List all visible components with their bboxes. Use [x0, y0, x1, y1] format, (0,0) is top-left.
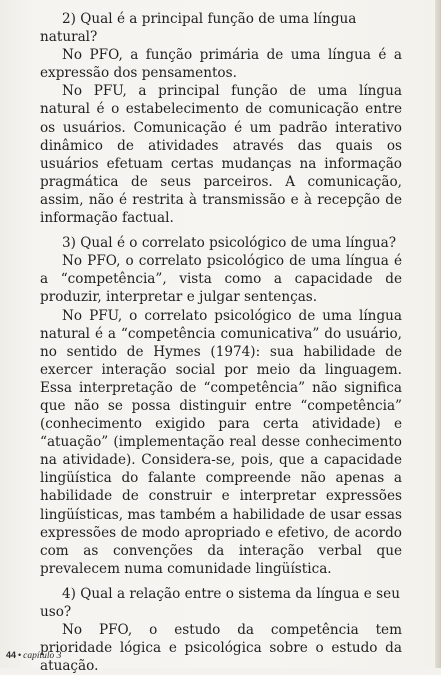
paragraph-pfo-function: No PFO, a função primária de uma língua é a expressão dos pensamentos. [40, 47, 402, 82]
paragraph-pfo-priority: No PFO, o estudo da competência tem prioridade lógica e psicológica sobre o estudo da atuação. [40, 622, 402, 675]
chapter-label: capítulo 3 [23, 651, 62, 661]
question-2: 2) Qual é a principal função de uma língua natural? [40, 11, 357, 46]
paragraph-pfo-competence: No PFO, o correlato psicológico de uma língua é a “competência”, vista como a capacidade de produzir, interpretar e julgar sentenças. [40, 253, 402, 306]
paragraph-pfu-competence: No PFU, o correlato psicológico de uma língua natural é a “competência comunicativa” do usuário, no sentido de Hymes (1974): sua habilidade de exercer interação social por meio da linguagem. Essa interpretação de “competência” não significa que não se possa distinguir entre “competência” (conhecimento exigido para certa atividade) e “atuação” (implementação real desse conhecimento na atividade). Considera-se, pois, que a capacidade lingüística do falante compreende não apenas a habilidade de construir e interpretar expressões lingüísticas, mas também a habilidade de usar essas expressões de modo apropriado e efetivo, de acordo com as convenções da interação verbal que prevalecem numa comunidade lingüística. [40, 307, 402, 577]
page-number: 44 [6, 650, 17, 660]
page-spine-shadow [435, 0, 441, 668]
body-text [40, 10, 402, 675]
question-3: 3) Qual é o correlato psicológico de uma língua? [62, 235, 397, 252]
paragraph-pfu-function: No PFU, a principal função de uma língua natural é o estabelecimento de comunicação entre os usuários. Comunicação é um padrão interativo dinâmico de atividades através das quais os usuários efetuam certas mudanças na informação pragmática de seus parceiros. A comunicação, assim, não é restrita à transmissão e à recepção de informação factual. [40, 83, 402, 227]
page-footer [6, 650, 61, 661]
footer-separator: • [18, 650, 22, 660]
question-4: 4) Qual a relação entre o sistema da língua e seu uso? [40, 585, 400, 620]
